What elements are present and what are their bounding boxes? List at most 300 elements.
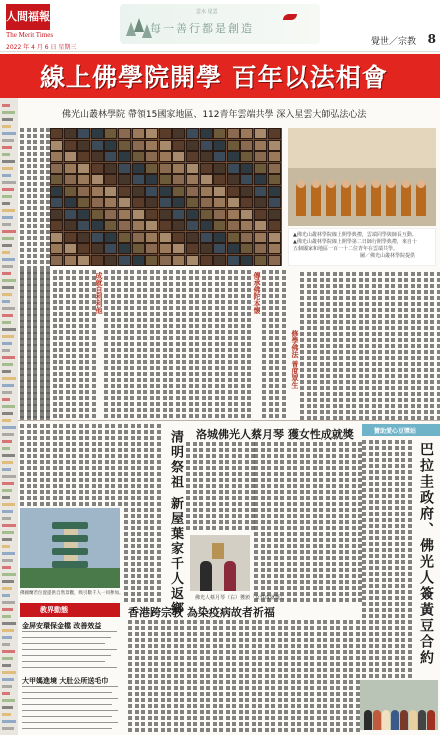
text-glyph — [202, 270, 206, 274]
text-glyph — [369, 524, 373, 528]
text-glyph — [131, 598, 135, 602]
text-glyph — [267, 580, 271, 584]
text-glyph — [176, 384, 180, 388]
text-glyph — [189, 408, 193, 412]
text-glyph — [148, 674, 152, 678]
text-glyph — [143, 366, 147, 370]
text-glyph — [157, 538, 161, 542]
text-glyph — [274, 538, 278, 542]
text-glyph — [85, 390, 89, 394]
text-glyph — [408, 584, 412, 588]
text-glyph — [33, 188, 37, 192]
text-glyph — [59, 502, 63, 506]
text-glyph — [252, 632, 256, 636]
text-glyph — [245, 478, 249, 482]
text-glyph — [40, 408, 44, 412]
text-glyph — [437, 320, 440, 324]
text-glyph — [193, 686, 197, 690]
text-glyph — [208, 372, 212, 376]
text-glyph — [150, 294, 154, 298]
text-glyph — [219, 674, 223, 678]
text-glyph — [174, 704, 178, 708]
text-glyph — [212, 496, 216, 500]
text-glyph — [72, 402, 76, 406]
text-glyph — [378, 386, 382, 390]
text-glyph — [104, 372, 108, 376]
text-glyph — [306, 538, 310, 542]
video-tile — [254, 163, 267, 174]
text-glyph — [150, 550, 154, 554]
text-glyph — [282, 330, 286, 334]
text-glyph — [297, 668, 301, 672]
text-glyph — [313, 278, 317, 282]
text-glyph — [239, 692, 243, 696]
news-header: 教界動態 — [40, 606, 68, 614]
text-glyph — [280, 538, 284, 542]
text-glyph — [345, 454, 349, 458]
text-glyph — [382, 506, 386, 510]
text-glyph — [161, 662, 165, 666]
text-glyph — [349, 698, 353, 702]
text-glyph — [176, 366, 180, 370]
video-tile — [213, 174, 226, 185]
text-glyph — [144, 436, 148, 440]
ad-strip-mark — [2, 692, 10, 695]
text-glyph — [278, 668, 282, 672]
text-glyph — [375, 590, 379, 594]
video-tile — [64, 255, 77, 266]
text-glyph — [59, 288, 63, 292]
text-glyph — [79, 354, 83, 358]
text-glyph — [33, 146, 37, 150]
text-glyph — [118, 454, 122, 458]
text-glyph — [395, 542, 399, 546]
text-glyph — [79, 282, 83, 286]
text-glyph — [195, 342, 199, 346]
text-glyph — [226, 692, 230, 696]
text-glyph — [228, 330, 232, 334]
text-glyph — [274, 448, 278, 452]
text-glyph — [369, 662, 373, 666]
text-glyph — [143, 402, 147, 406]
text-glyph — [176, 354, 180, 358]
text-glyph — [382, 560, 386, 564]
text-glyph — [33, 466, 37, 470]
text-glyph — [437, 356, 440, 360]
text-glyph — [280, 586, 284, 590]
text-glyph — [163, 294, 167, 298]
text-glyph — [293, 484, 297, 488]
text-glyph — [20, 176, 24, 180]
text-glyph — [206, 502, 210, 506]
text-glyph — [167, 716, 171, 720]
text-glyph — [193, 644, 197, 648]
text-glyph — [404, 362, 408, 366]
text-glyph — [124, 424, 128, 428]
text-glyph — [208, 384, 212, 388]
text-glyph — [365, 326, 369, 330]
text-glyph — [411, 332, 415, 336]
text-glyph — [143, 300, 147, 304]
text-glyph — [92, 354, 96, 358]
text-glyph — [411, 386, 415, 390]
text-glyph — [437, 290, 440, 294]
text-glyph — [215, 330, 219, 334]
text-glyph — [124, 550, 128, 554]
text-glyph — [232, 638, 236, 642]
text-glyph — [245, 520, 249, 524]
text-glyph — [330, 620, 334, 624]
text-glyph — [313, 314, 317, 318]
text-glyph — [424, 314, 428, 318]
text-glyph — [254, 502, 258, 506]
ad-strip-mark — [2, 405, 15, 408]
text-glyph — [313, 302, 317, 306]
ad-strip-mark — [2, 713, 11, 716]
text-glyph — [326, 344, 330, 348]
text-glyph — [245, 650, 249, 654]
text-glyph — [27, 378, 31, 382]
text-glyph — [176, 348, 180, 352]
text-glyph — [46, 158, 50, 162]
video-tile — [77, 255, 90, 266]
text-glyph — [46, 414, 50, 418]
text-glyph — [345, 496, 349, 500]
text-glyph — [105, 430, 109, 434]
text-glyph — [278, 674, 282, 678]
text-glyph — [375, 524, 379, 528]
text-glyph — [317, 620, 321, 624]
video-tile — [159, 163, 172, 174]
text-glyph — [408, 626, 412, 630]
text-glyph — [411, 302, 415, 306]
text-glyph — [241, 312, 245, 316]
text-glyph — [265, 692, 269, 696]
text-glyph — [372, 338, 376, 342]
text-glyph — [269, 282, 273, 286]
text-glyph — [219, 716, 223, 720]
text-glyph — [20, 336, 24, 340]
text-glyph — [104, 312, 108, 316]
text-glyph — [307, 296, 311, 300]
video-tile — [172, 140, 185, 151]
text-glyph — [195, 324, 199, 328]
text-glyph — [150, 454, 154, 458]
text-glyph — [212, 490, 216, 494]
text-glyph — [326, 278, 330, 282]
text-glyph — [404, 296, 408, 300]
text-glyph — [182, 324, 186, 328]
text-glyph — [284, 722, 288, 726]
text-glyph — [169, 312, 173, 316]
text-glyph — [154, 662, 158, 666]
text-glyph — [332, 544, 336, 548]
text-glyph — [104, 396, 108, 400]
text-glyph — [332, 442, 336, 446]
text-glyph — [352, 598, 356, 602]
text-glyph — [282, 288, 286, 292]
text-glyph — [150, 402, 154, 406]
text-glyph — [199, 484, 203, 488]
text-glyph — [226, 722, 230, 726]
text-glyph — [369, 530, 373, 534]
text-glyph — [92, 396, 96, 400]
text-glyph — [137, 466, 141, 470]
text-glyph — [297, 716, 301, 720]
video-tile — [268, 243, 281, 254]
text-glyph — [27, 230, 31, 234]
text-glyph — [280, 442, 284, 446]
text-glyph — [169, 288, 173, 292]
text-glyph — [33, 354, 37, 358]
text-glyph — [234, 318, 238, 322]
text-glyph — [176, 300, 180, 304]
text-glyph — [408, 632, 412, 636]
text-glyph — [319, 562, 323, 566]
text-glyph — [193, 638, 197, 642]
text-glyph — [269, 414, 273, 418]
text-glyph — [117, 384, 121, 388]
text-glyph — [241, 390, 245, 394]
text-glyph — [156, 360, 160, 364]
text-glyph — [137, 430, 141, 434]
video-tile — [91, 232, 104, 243]
text-glyph — [104, 324, 108, 328]
text-glyph — [319, 574, 323, 578]
text-glyph — [241, 342, 245, 346]
text-glyph — [239, 686, 243, 690]
text-glyph — [53, 294, 57, 298]
text-glyph — [66, 448, 70, 452]
text-glyph — [362, 464, 366, 468]
ad-strip-mark — [2, 195, 12, 198]
text-glyph — [280, 580, 284, 584]
text-glyph — [313, 350, 317, 354]
text-glyph — [161, 698, 165, 702]
text-glyph — [199, 466, 203, 470]
text-glyph — [40, 396, 44, 400]
text-glyph — [111, 390, 115, 394]
text-glyph — [20, 408, 24, 412]
video-tile — [268, 220, 281, 231]
text-glyph — [200, 722, 204, 726]
text-glyph — [333, 302, 337, 306]
text-glyph — [111, 460, 115, 464]
text-glyph — [135, 698, 139, 702]
text-glyph — [247, 342, 251, 346]
text-glyph — [417, 338, 421, 342]
text-glyph — [182, 378, 186, 382]
text-glyph — [261, 526, 265, 530]
text-glyph — [365, 368, 369, 372]
text-glyph — [239, 662, 243, 666]
text-glyph — [300, 466, 304, 470]
text-glyph — [104, 414, 108, 418]
text-glyph — [193, 496, 197, 500]
video-tile — [213, 128, 226, 139]
text-glyph — [267, 538, 271, 542]
text-glyph — [226, 620, 230, 624]
text-glyph — [111, 502, 115, 506]
text-glyph — [319, 496, 323, 500]
text-glyph — [232, 680, 236, 684]
video-tile — [227, 243, 240, 254]
text-glyph — [306, 550, 310, 554]
text-glyph — [202, 336, 206, 340]
text-glyph — [130, 282, 134, 286]
text-glyph — [176, 372, 180, 376]
text-glyph — [228, 408, 232, 412]
text-glyph — [66, 366, 70, 370]
text-glyph — [437, 368, 440, 372]
text-glyph — [352, 454, 356, 458]
text-glyph — [339, 448, 343, 452]
text-glyph — [111, 396, 115, 400]
text-glyph — [92, 306, 96, 310]
text-glyph — [206, 662, 210, 666]
text-glyph — [163, 354, 167, 358]
text-glyph — [150, 270, 154, 274]
text-glyph — [169, 366, 173, 370]
text-glyph — [27, 318, 31, 322]
text-glyph — [131, 544, 135, 548]
text-glyph — [163, 282, 167, 286]
text-glyph — [265, 632, 269, 636]
text-glyph — [226, 626, 230, 630]
video-tile — [91, 186, 104, 197]
text-glyph — [128, 704, 132, 708]
text-glyph — [27, 294, 31, 298]
text-glyph — [27, 158, 31, 162]
video-tile — [159, 255, 172, 266]
text-glyph — [130, 306, 134, 310]
text-glyph — [111, 408, 115, 412]
text-glyph — [187, 716, 191, 720]
text-glyph — [336, 626, 340, 630]
text-glyph — [40, 460, 44, 464]
text-glyph — [27, 330, 31, 334]
text-glyph — [195, 348, 199, 352]
text-glyph — [239, 716, 243, 720]
text-glyph — [291, 674, 295, 678]
text-glyph — [20, 182, 24, 186]
text-glyph — [349, 722, 353, 726]
text-glyph — [186, 442, 190, 446]
text-glyph — [317, 686, 321, 690]
text-glyph — [245, 638, 249, 642]
ad-strip-mark — [2, 552, 15, 555]
text-glyph — [40, 164, 44, 168]
text-glyph — [206, 722, 210, 726]
text-glyph — [408, 470, 412, 474]
text-glyph — [280, 574, 284, 578]
text-glyph — [174, 680, 178, 684]
text-glyph — [137, 520, 141, 524]
text-glyph — [401, 644, 405, 648]
text-glyph — [157, 472, 161, 476]
text-glyph — [215, 360, 219, 364]
text-glyph — [375, 446, 379, 450]
text-glyph — [72, 460, 76, 464]
ad-strip-mark — [2, 461, 13, 464]
text-glyph — [111, 288, 115, 292]
text-glyph — [247, 276, 251, 280]
text-glyph — [234, 294, 238, 298]
text-glyph — [365, 332, 369, 336]
text-glyph — [395, 662, 399, 666]
text-glyph — [182, 390, 186, 394]
text-glyph — [232, 620, 236, 624]
text-glyph — [352, 290, 356, 294]
text-glyph — [352, 344, 356, 348]
text-glyph — [365, 362, 369, 366]
text-glyph — [274, 520, 278, 524]
text-glyph — [182, 288, 186, 292]
text-glyph — [167, 674, 171, 678]
text-glyph — [275, 402, 279, 406]
text-glyph — [365, 338, 369, 342]
text-glyph — [326, 350, 330, 354]
text-glyph — [349, 656, 353, 660]
text-glyph — [33, 336, 37, 340]
text-glyph — [187, 686, 191, 690]
text-glyph — [307, 362, 311, 366]
text-glyph — [193, 692, 197, 696]
text-glyph — [46, 360, 50, 364]
text-glyph — [154, 644, 158, 648]
text-glyph — [137, 330, 141, 334]
text-glyph — [124, 294, 128, 298]
text-glyph — [267, 460, 271, 464]
text-glyph — [267, 484, 271, 488]
video-tile — [268, 163, 281, 174]
text-glyph — [369, 596, 373, 600]
text-glyph — [345, 586, 349, 590]
text-glyph — [232, 478, 236, 482]
text-glyph — [206, 454, 210, 458]
text-glyph — [182, 402, 186, 406]
text-glyph — [193, 502, 197, 506]
text-glyph — [411, 344, 415, 348]
ad-strip-mark — [2, 265, 13, 268]
text-glyph — [141, 632, 145, 636]
text-glyph — [189, 366, 193, 370]
text-glyph — [53, 366, 57, 370]
text-glyph — [20, 128, 24, 132]
text-glyph — [271, 656, 275, 660]
text-glyph — [352, 562, 356, 566]
text-glyph — [352, 592, 356, 596]
text-glyph — [111, 414, 115, 418]
text-glyph — [226, 710, 230, 714]
text-glyph — [53, 472, 57, 476]
text-glyph — [323, 656, 327, 660]
text-glyph — [398, 278, 402, 282]
text-glyph — [282, 390, 286, 394]
text-glyph — [199, 502, 203, 506]
text-glyph — [206, 692, 210, 696]
text-glyph — [313, 284, 317, 288]
text-glyph — [274, 442, 278, 446]
text-glyph — [131, 586, 135, 590]
text-glyph — [382, 512, 386, 516]
text-glyph — [269, 396, 273, 400]
text-glyph — [282, 396, 286, 400]
text-glyph — [182, 300, 186, 304]
text-glyph — [300, 320, 304, 324]
text-glyph — [274, 502, 278, 506]
text-glyph — [306, 484, 310, 488]
